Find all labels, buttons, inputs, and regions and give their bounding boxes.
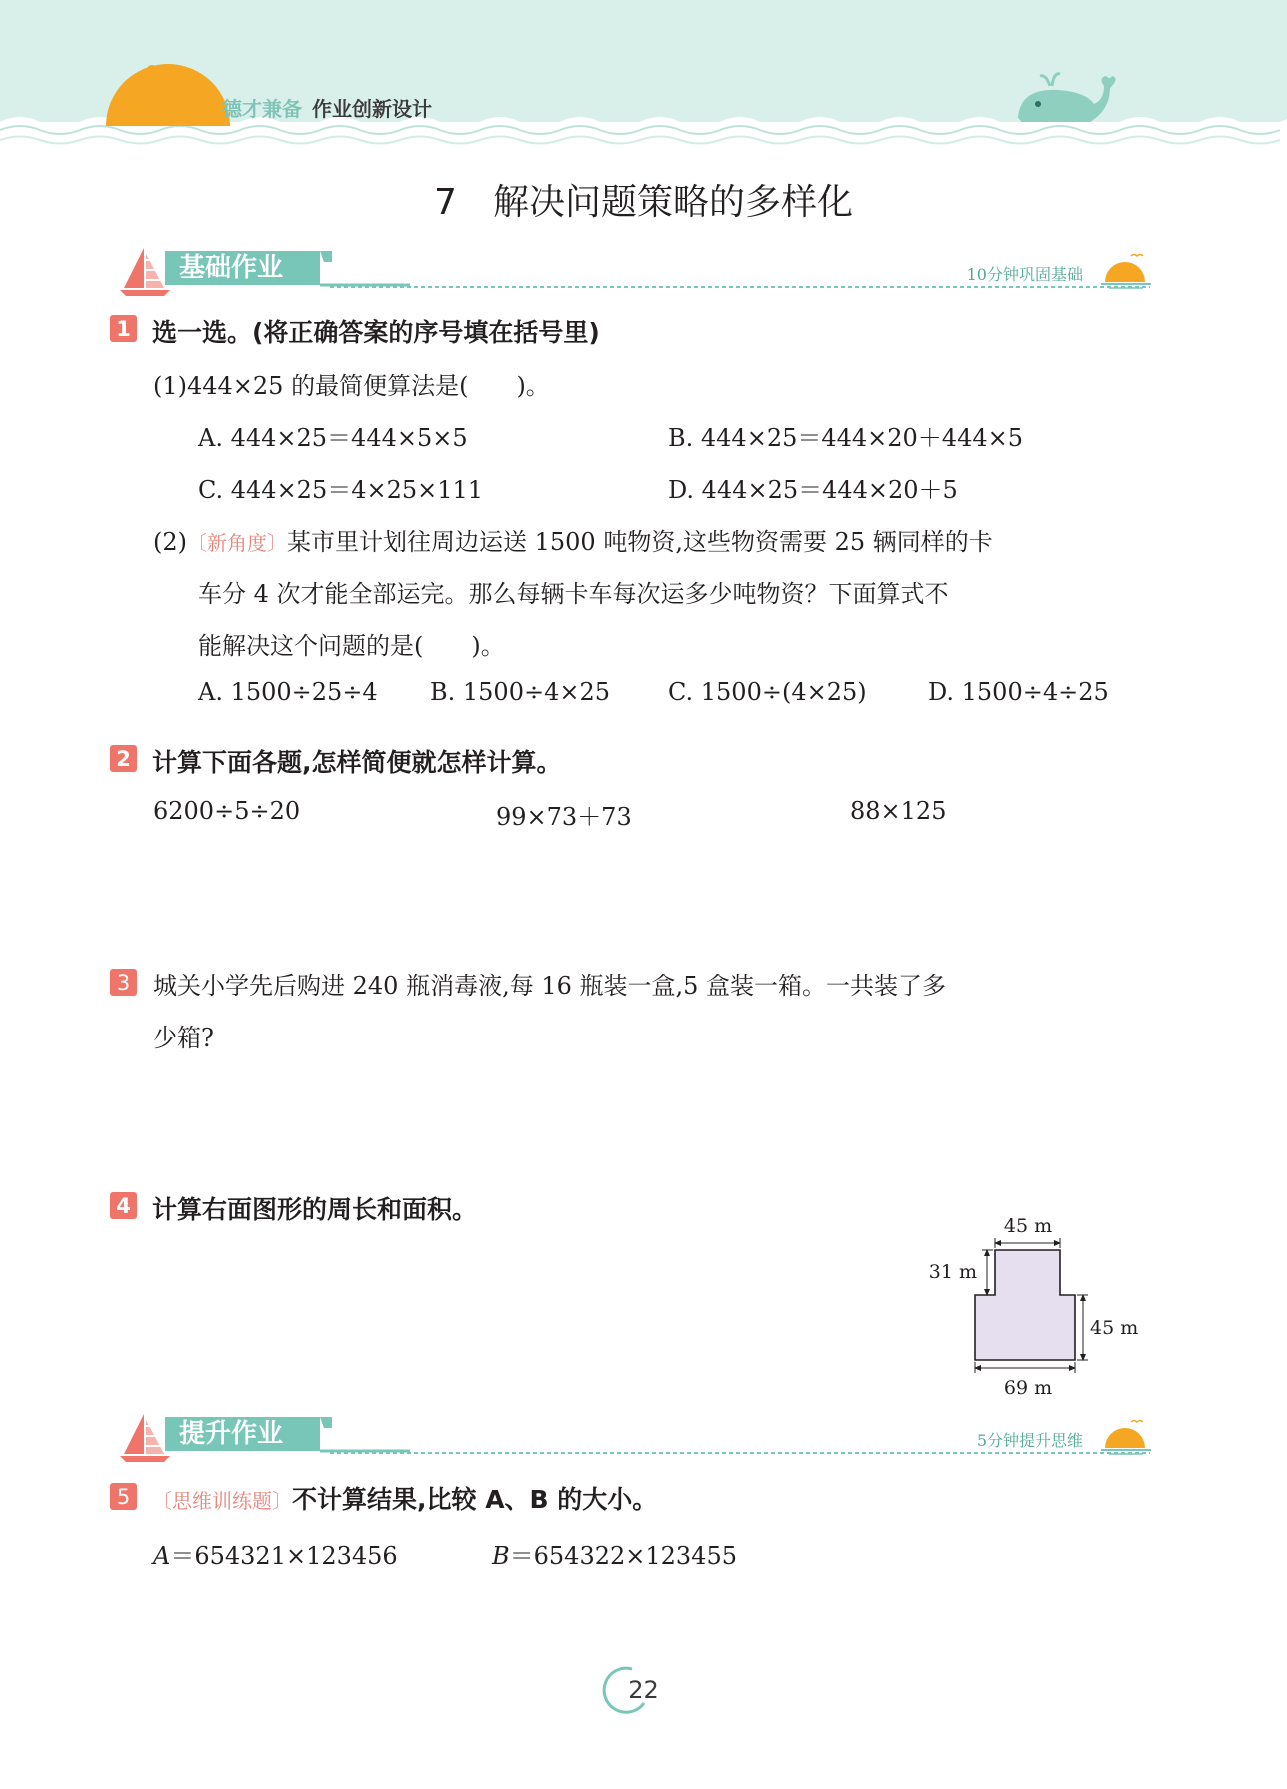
new-angle-tag: 〔新角度〕 <box>187 531 287 555</box>
question-number-badge: 2 <box>110 745 137 772</box>
var-b: B <box>492 1542 510 1570</box>
q1-sub1-option-b: B. 444×25＝444×20＋444×5 <box>668 424 1023 452</box>
question-4-header <box>110 1190 910 1224</box>
q1-sub2-option-c: C. 1500÷(4×25) <box>668 678 867 706</box>
question-2-stem: 计算下面各题,怎样简便就怎样计算。 <box>152 748 562 777</box>
q2-expression-1: 6200÷5÷20 <box>153 797 301 825</box>
brand-subtitle: 作业创新设计 <box>312 97 432 121</box>
question-number-badge: 5 <box>110 1483 137 1510</box>
q1-sub2-text1: 某市里计划往周边运送 1500 吨物资,这些物资需要 25 辆同样的卡 <box>287 528 993 556</box>
q2-expression-3: 88×125 <box>850 797 947 825</box>
q1-sub2-option-b: B. 1500÷4×25 <box>430 678 610 706</box>
q1-sub1-option-d: D. 444×25＝444×20＋5 <box>668 476 958 504</box>
section-note-basic: 10分钟巩固基础 <box>966 265 1083 284</box>
q1-sub2-line1 <box>153 522 993 557</box>
q5-expression-a <box>153 1536 398 1571</box>
q5-a-expr: ＝654321×123456 <box>170 1542 398 1570</box>
q1-sub2-option-a: A. 1500÷25÷4 <box>198 678 378 706</box>
label-top-width: 45 m <box>1003 1215 1053 1237</box>
q3-line1: 城关小学先后购进 240 瓶消毒液,每 16 瓶装一盒,5 盒装一箱。一共装了多 <box>153 972 947 1000</box>
q1-sub2-line3: 能解决这个问题的是( )。 <box>198 632 505 660</box>
q1-sub2-prefix: (2) <box>153 528 187 556</box>
q1-sub1-option-c: C. 444×25＝4×25×111 <box>198 476 484 504</box>
sunset-icon <box>1095 1416 1155 1456</box>
q1-sub1-stem: (1)444×25 的最简便算法是( )。 <box>153 372 550 400</box>
q4-figure <box>920 1205 1150 1405</box>
brand-series: 德才兼备 <box>222 97 302 121</box>
sunset-icon <box>1095 250 1155 290</box>
var-a: A <box>153 1542 171 1570</box>
question-1-header <box>110 313 1110 347</box>
section-banner-basic <box>110 240 1155 300</box>
question-5-stem: 不计算结果,比较 A、B 的大小。 <box>292 1485 658 1514</box>
lesson-title: 7 解决问题策略的多样化 <box>434 182 853 223</box>
question-4-stem: 计算右面图形的周长和面积。 <box>152 1195 478 1224</box>
section-note-advanced: 5分钟提升思维 <box>976 1431 1083 1450</box>
question-number-badge: 1 <box>110 315 137 342</box>
question-number-badge: 4 <box>110 1192 137 1219</box>
q5-b-expr: ＝654322×123455 <box>509 1542 737 1570</box>
header-band <box>0 0 1287 150</box>
section-label-advanced: 提升作业 <box>165 1417 320 1451</box>
page-number: 22 <box>628 1676 659 1704</box>
q3-line2: 少箱? <box>153 1024 214 1052</box>
thinking-training-tag: 〔思维训练题〕 <box>152 1489 292 1513</box>
q1-sub2-option-d: D. 1500÷4÷25 <box>928 678 1109 706</box>
q5-expression-b <box>492 1536 737 1571</box>
section-label-basic: 基础作业 <box>165 251 320 285</box>
question-5-header <box>110 1480 1010 1514</box>
question-1-stem: 选一选。(将正确答案的序号填在括号里) <box>152 318 600 347</box>
label-left-height: 31 m <box>928 1261 977 1283</box>
q2-expression-2: 99×73＋73 <box>496 803 632 831</box>
section-banner-advanced <box>110 1406 1155 1466</box>
question-2-header <box>110 743 1110 777</box>
label-bottom-width: 69 m <box>1003 1377 1053 1399</box>
l-shaped-polygon <box>975 1250 1075 1360</box>
question-number-badge: 3 <box>110 969 137 996</box>
q1-sub2-line2: 车分 4 次才能全部运完。那么每辆卡车每次运多少吨物资？下面算式不 <box>198 580 949 608</box>
q1-sub1-option-a: A. 444×25＝444×5×5 <box>198 424 468 452</box>
label-right-height: 45 m <box>1090 1317 1139 1339</box>
